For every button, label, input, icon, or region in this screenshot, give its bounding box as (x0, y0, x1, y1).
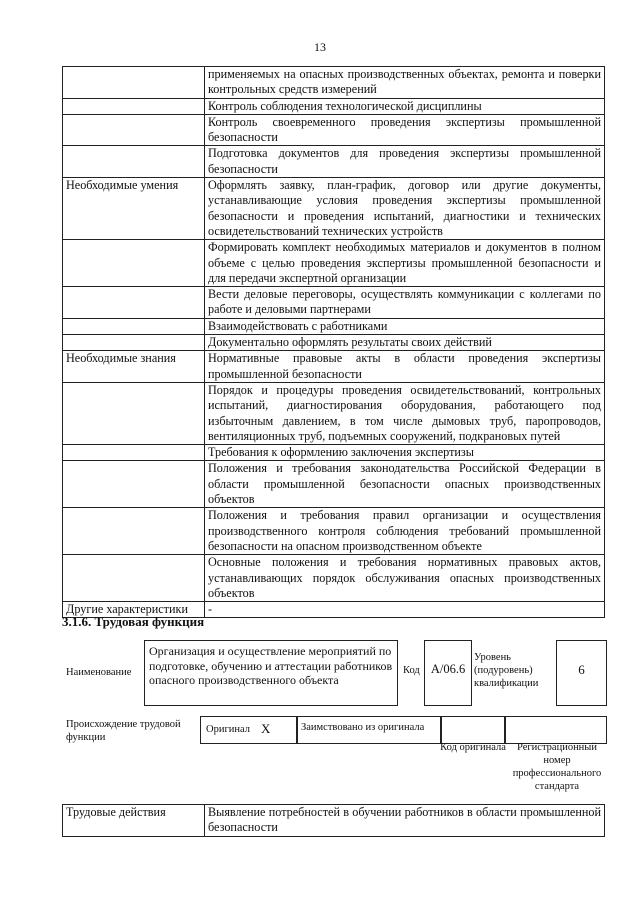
row-key (63, 67, 205, 99)
table-row (63, 461, 605, 508)
row-value: Взаимодействовать с работниками (205, 318, 605, 334)
row-value: Вести деловые переговоры, осуществлять коммуникации с коллегами по работе и деловыми партнерами (205, 287, 605, 319)
table-row (63, 445, 605, 461)
row-key (63, 240, 205, 287)
table-row (63, 146, 605, 178)
code-label: Код (403, 665, 420, 676)
table-row (63, 555, 605, 602)
row-key (63, 555, 205, 602)
function-name: Организация и осуществление мероприятий по подготовке, обучению и аттестации работников опасного производственного объекта (149, 644, 393, 687)
row-value: применяемых на опасных производственных объектах, ремонта и поверки контрольных средств измерений (205, 67, 605, 99)
row-key (63, 146, 205, 178)
code-value: A/06.6 (430, 662, 466, 676)
row-value: Документально оформлять результаты своих действий (205, 335, 605, 351)
row-key (63, 114, 205, 146)
origin-reg-cell (504, 716, 607, 744)
original-mark: X (261, 721, 271, 736)
original-label: Оригинал (206, 724, 250, 735)
actions-value: Выявление потребностей в обучении работников в области промышленной безопасности (205, 805, 605, 837)
competency-table (62, 66, 605, 618)
row-key: Другие характеристики (63, 602, 205, 618)
table-row (63, 67, 605, 99)
row-value: Порядок и процедуры проведения освидетельствований, контрольных испытаний, диагностирования оборудования, работающего под избыточным давлением, в том числе дымовых труб, паропроводов, вентиляционных труб, подъемных сооружений, подкрановых путей (205, 382, 605, 444)
row-key (63, 508, 205, 555)
borrowed-cell (296, 716, 442, 744)
row-value: Основные положения и требования нормативных правовых актов, устанавливающих порядок обслуживания опасных производственных объектов (205, 555, 605, 602)
code-box (424, 640, 472, 706)
origin-code-cell (440, 716, 506, 744)
row-value: Оформлять заявку, план-график, договор или другие документы, устанавливающие условия проведения экспертизы промышленной безопасности и проведения испытаний, диагностики и технических освидетельствований технических устройств (205, 178, 605, 240)
row-value: Подготовка документов для проведения экспертизы промышленной безопасности (205, 146, 605, 178)
row-key (63, 287, 205, 319)
row-value: Контроль своевременного проведения экспертизы промышленной безопасности (205, 114, 605, 146)
origin-label: Происхождение трудовой функции (66, 719, 181, 743)
original-cell (200, 716, 298, 744)
table-row (63, 805, 605, 837)
row-key (63, 445, 205, 461)
row-key (63, 335, 205, 351)
actions-key: Трудовые действия (63, 805, 205, 837)
row-key: Необходимые умения (63, 178, 205, 240)
table-row (63, 287, 605, 319)
row-value: - (205, 602, 605, 618)
row-value: Положения и требования правил организации и осуществления производственного контроля соблюдения требований промышленной безопасности на опасном производственном объекте (205, 508, 605, 555)
origin-reg-caption: Регистрационный номер профессионального стандарта (512, 742, 602, 792)
row-value: Формировать комплект необходимых материалов и документов в полном объеме с целью проведения экспертизы промышленной безопасности и для передачи экспертной организации (205, 240, 605, 287)
table-row (63, 508, 605, 555)
borrowed-label: Заимствовано из оригинала (301, 722, 425, 733)
table-row (63, 98, 605, 114)
row-key: Необходимые знания (63, 351, 205, 383)
row-key (63, 318, 205, 334)
page-number: 13 (314, 40, 326, 54)
name-label: Наименование (66, 667, 132, 678)
level-value: 6 (578, 662, 585, 677)
table-row (63, 351, 605, 383)
row-value: Требования к оформлению заключения экспертизы (205, 445, 605, 461)
table-row (63, 318, 605, 334)
level-box (556, 640, 607, 706)
table-row (63, 382, 605, 444)
section-title: 3.1.6. Трудовая функция (62, 614, 205, 629)
row-key (63, 461, 205, 508)
table-row (63, 114, 605, 146)
table-row (63, 240, 605, 287)
row-value: Нормативные правовые акты в области проведения экспертизы промышленной безопасности (205, 351, 605, 383)
level-label: Уровень (подуровень) квалификации (474, 652, 539, 689)
function-name-box (144, 640, 398, 706)
table-row (63, 335, 605, 351)
origin-code-caption: Код оригинала (440, 742, 506, 753)
row-key (63, 98, 205, 114)
table-row (63, 178, 605, 240)
actions-table (62, 804, 605, 837)
row-value: Контроль соблюдения технологической дисциплины (205, 98, 605, 114)
row-key (63, 382, 205, 444)
row-value: Положения и требования законодательства Российской Федерации в области промышленной безопасности опасных производственных объектов (205, 461, 605, 508)
